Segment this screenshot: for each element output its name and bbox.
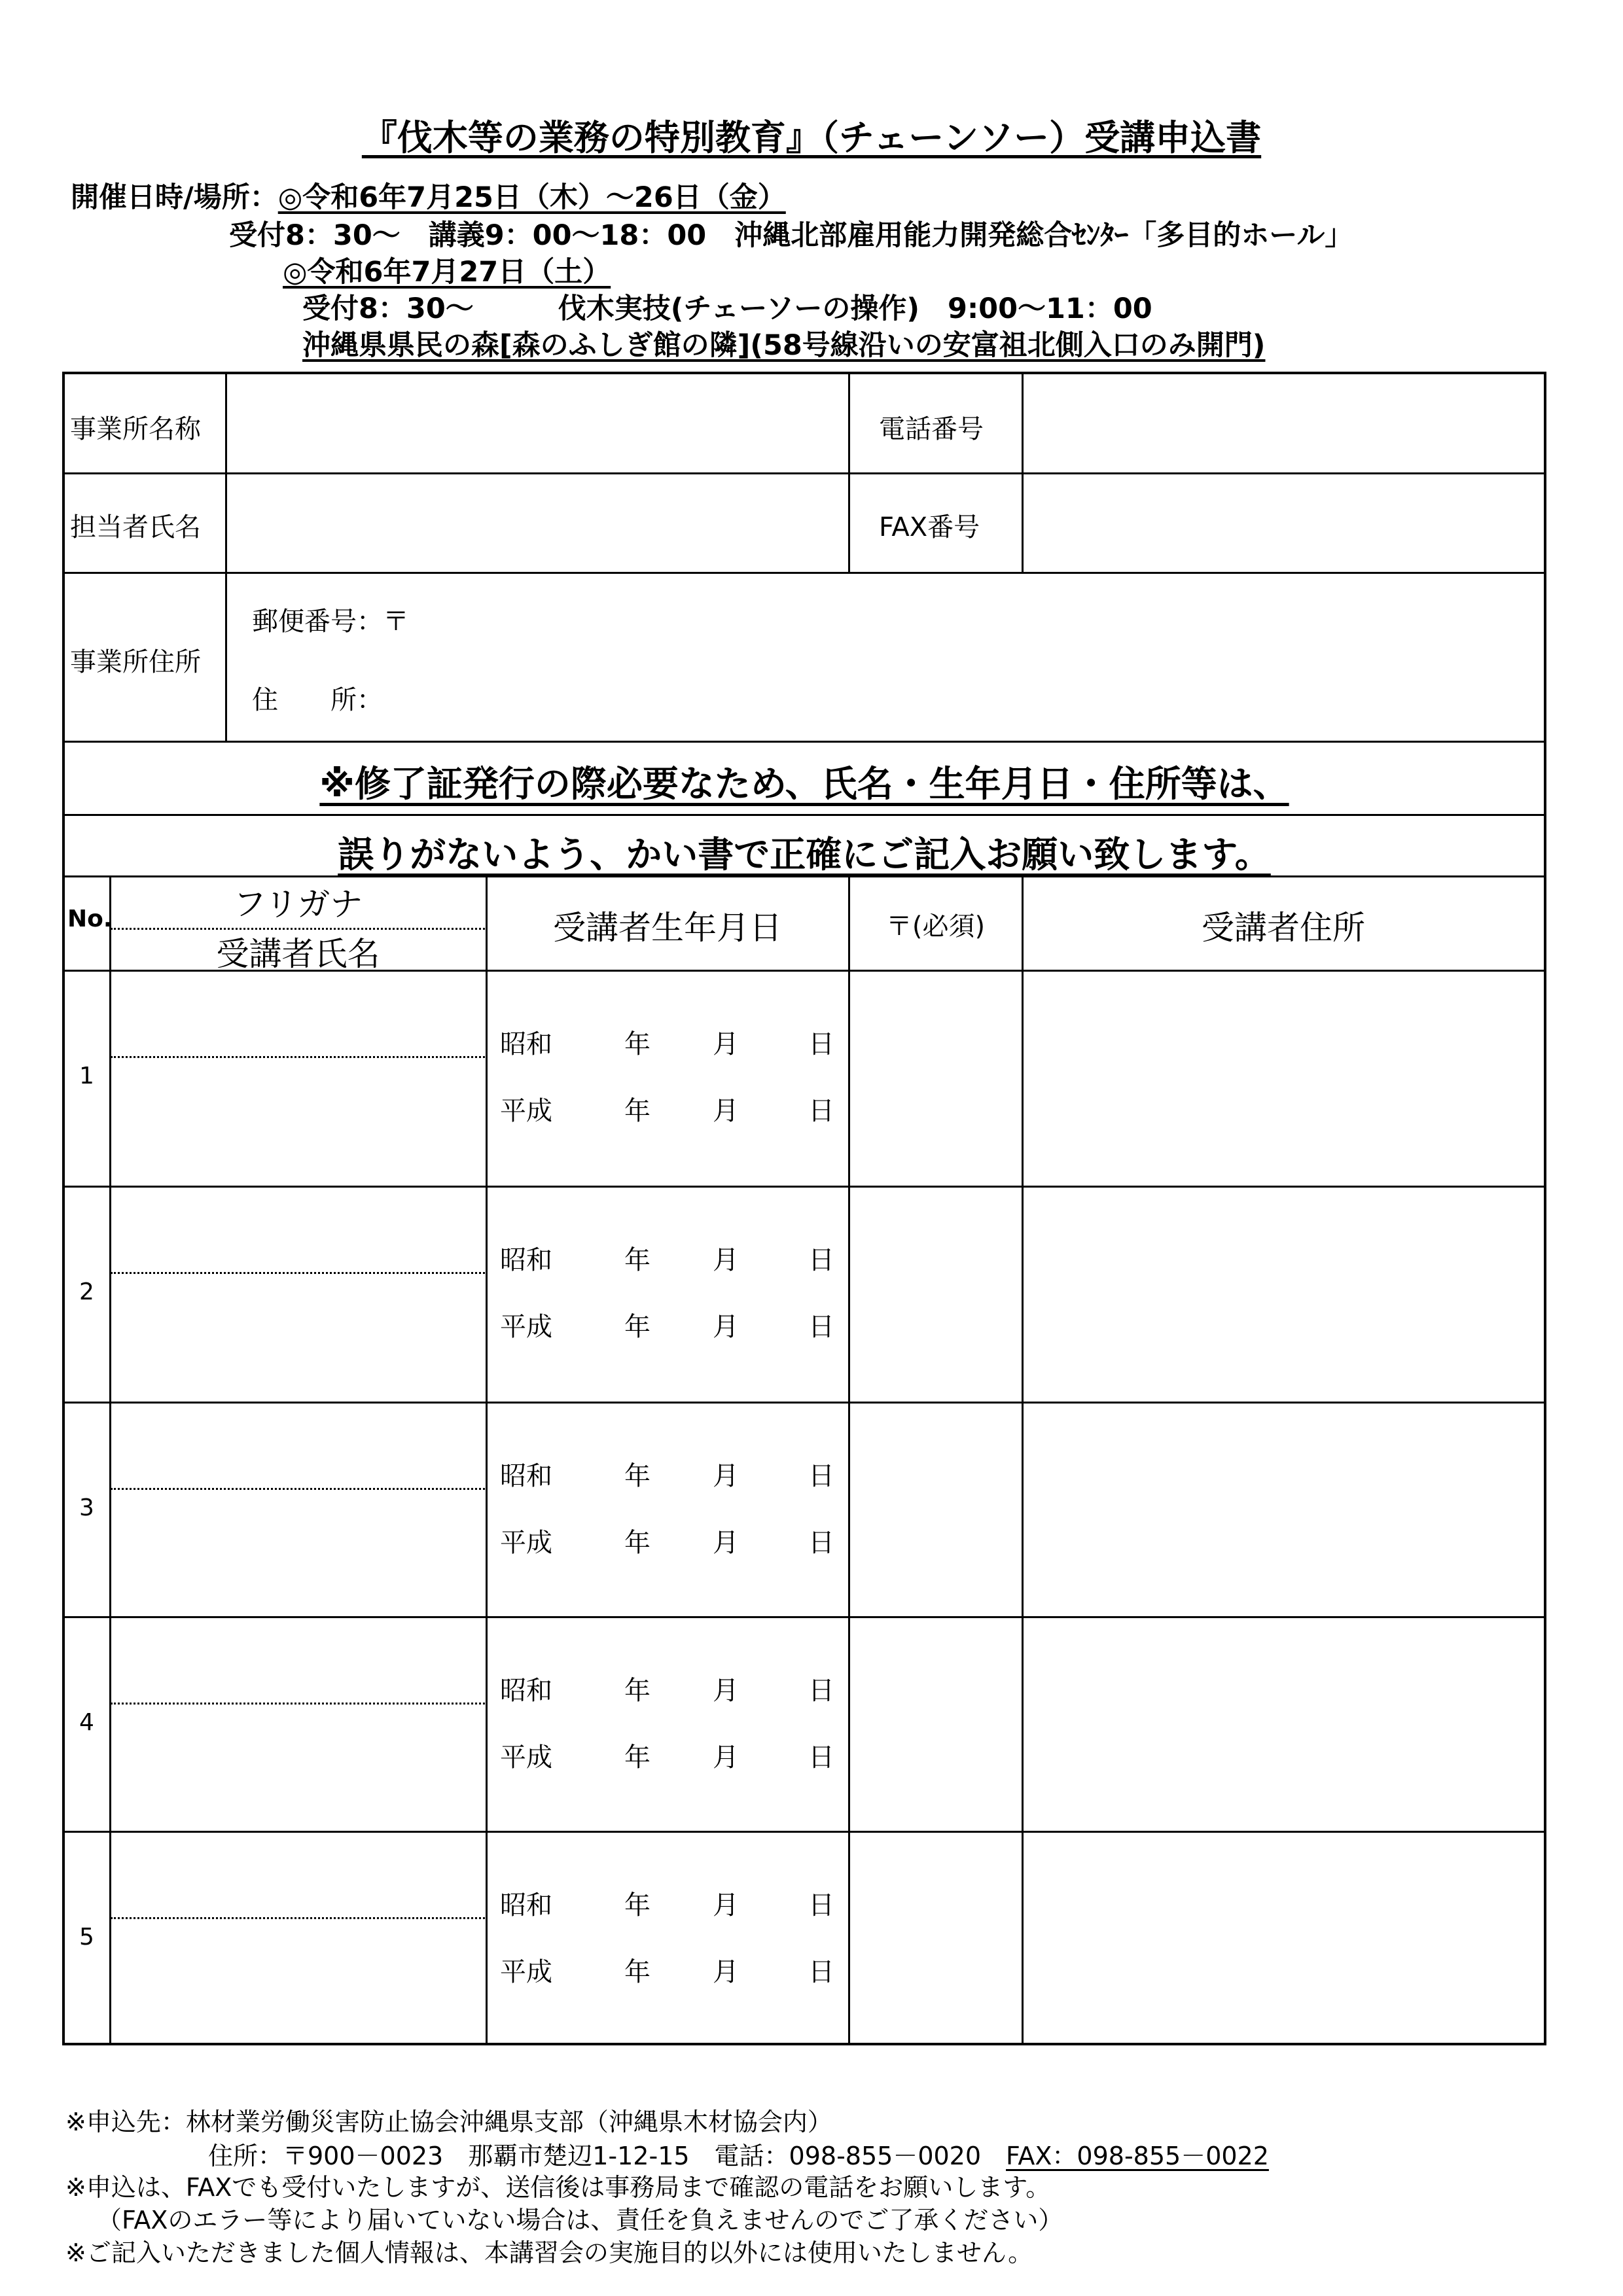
address-header: 受講者住所 (1202, 909, 1365, 947)
notice-line-2: 誤りがないよう、かい書で正確にご記入お願い致します。 (338, 834, 1271, 875)
phone-label: 電話番号 (879, 414, 984, 444)
day-label: 日 (808, 1029, 834, 1059)
application-form (62, 372, 1546, 2045)
furigana-header: フリガナ (233, 885, 363, 923)
year-label: 年 (624, 1957, 651, 1987)
footer-note-2: （FAXのエラー等により届いていない場合は、責任を負えませんのでご了承ください） (97, 2206, 1063, 2234)
era-showa: 昭和 (500, 1245, 552, 1275)
era-heisei: 平成 (500, 1096, 552, 1126)
schedule-label: 開催日時/場所： (71, 181, 278, 214)
day-label: 日 (808, 1461, 834, 1491)
schedule-date-2: ◎令和6年7月27日（土） (283, 256, 611, 289)
company-address-label: 事業所住所 (70, 647, 201, 677)
notice-line-1: ※修了証発行の際必要なため、氏名・生年月日・住所等は、 (319, 763, 1289, 805)
month-label: 月 (713, 1528, 739, 1558)
name-header: 受講者氏名 (216, 935, 380, 973)
day-label: 日 (808, 1742, 834, 1773)
month-label: 月 (713, 1676, 739, 1706)
year-label: 年 (624, 1676, 651, 1706)
year-label: 年 (624, 1312, 651, 1342)
year-label: 年 (624, 1461, 651, 1491)
contact-name-field[interactable] (228, 475, 846, 571)
year-label: 年 (624, 1029, 651, 1059)
month-label: 月 (713, 1957, 739, 1987)
month-label: 月 (713, 1742, 739, 1773)
year-label: 年 (624, 1528, 651, 1558)
era-heisei: 平成 (500, 1528, 552, 1558)
day-label: 日 (808, 1312, 834, 1342)
month-label: 月 (713, 1890, 739, 1920)
schedule-venue: 沖縄県県民の森[森のふしぎ館の隣](58号線沿いの安富祖北側入口のみ開門) (302, 329, 1266, 362)
year-label: 年 (624, 1245, 651, 1275)
row-number: 1 (79, 1063, 94, 1089)
fax-label: FAX番号 (879, 512, 980, 542)
row-number: 2 (79, 1279, 94, 1305)
era-showa: 昭和 (500, 1029, 552, 1059)
postal-code-label: 郵便番号：〒 (252, 607, 409, 637)
page-title: 『伐木等の業務の特別教育』（チェーンソー）受講申込書 (361, 117, 1262, 158)
company-name-label: 事業所名称 (70, 414, 201, 444)
era-heisei: 平成 (500, 1742, 552, 1773)
birth-header: 受講者生年月日 (553, 909, 782, 947)
era-heisei: 平成 (500, 1957, 552, 1987)
fax-field[interactable] (1025, 475, 1542, 571)
footer-address-text: 住所：〒900－0023 那覇市楚辺1-12-15 電話：098-855－0020 (208, 2142, 1007, 2170)
month-label: 月 (713, 1245, 739, 1275)
row-number: 5 (79, 1924, 94, 1951)
address-label: 住 所： (252, 685, 383, 715)
contact-name-label: 担当者氏名 (70, 512, 201, 542)
era-showa: 昭和 (500, 1461, 552, 1491)
footer-contact: ※申込先：林材業労働災害防止協会沖縄県支部（沖縄県木材協会内） (65, 2108, 832, 2136)
footer-note-3: ※ご記入いただきました個人情報は、本講習会の実施目的以外には使用いたしません。 (65, 2238, 1033, 2267)
company-name-field[interactable] (228, 377, 846, 471)
era-showa: 昭和 (500, 1890, 552, 1920)
footer-fax: FAX：098-855－0022 (1006, 2142, 1269, 2170)
year-label: 年 (624, 1742, 651, 1773)
row-number: 3 (79, 1494, 94, 1521)
day-label: 日 (808, 1245, 834, 1275)
no-header: No. (67, 906, 113, 932)
schedule-line-1 (71, 175, 786, 215)
month-label: 月 (713, 1312, 739, 1342)
row-number: 4 (79, 1709, 94, 1736)
day-label: 日 (808, 1528, 834, 1558)
footer-note-1: ※申込は、FAXでも受付いたしますが、送信後は事務局まで確認の電話をお願いします。 (65, 2173, 1051, 2202)
era-heisei: 平成 (500, 1312, 552, 1342)
postal-header: 〒(必須) (885, 911, 986, 942)
era-showa: 昭和 (500, 1676, 552, 1706)
month-label: 月 (713, 1096, 739, 1126)
schedule-date-1: ◎令和6年7月25日（木）～26日（金） (277, 181, 786, 214)
day-label: 日 (808, 1890, 834, 1920)
day-label: 日 (808, 1957, 834, 1987)
month-label: 月 (713, 1029, 739, 1059)
phone-field[interactable] (1025, 377, 1542, 471)
year-label: 年 (624, 1890, 651, 1920)
schedule-line-2: 受付8：30～ 講義9：00～18：00 沖縄北部雇用能力開発総合ｾﾝﾀｰ「多目的ホール」 (229, 219, 1353, 252)
day-label: 日 (808, 1096, 834, 1126)
footer-address (208, 2136, 1269, 2172)
schedule-line-4: 受付8：30～ 伐木実技(チェーソーの操作) 9:00～11：00 (302, 292, 1152, 325)
year-label: 年 (624, 1096, 651, 1126)
month-label: 月 (713, 1461, 739, 1491)
day-label: 日 (808, 1676, 834, 1706)
